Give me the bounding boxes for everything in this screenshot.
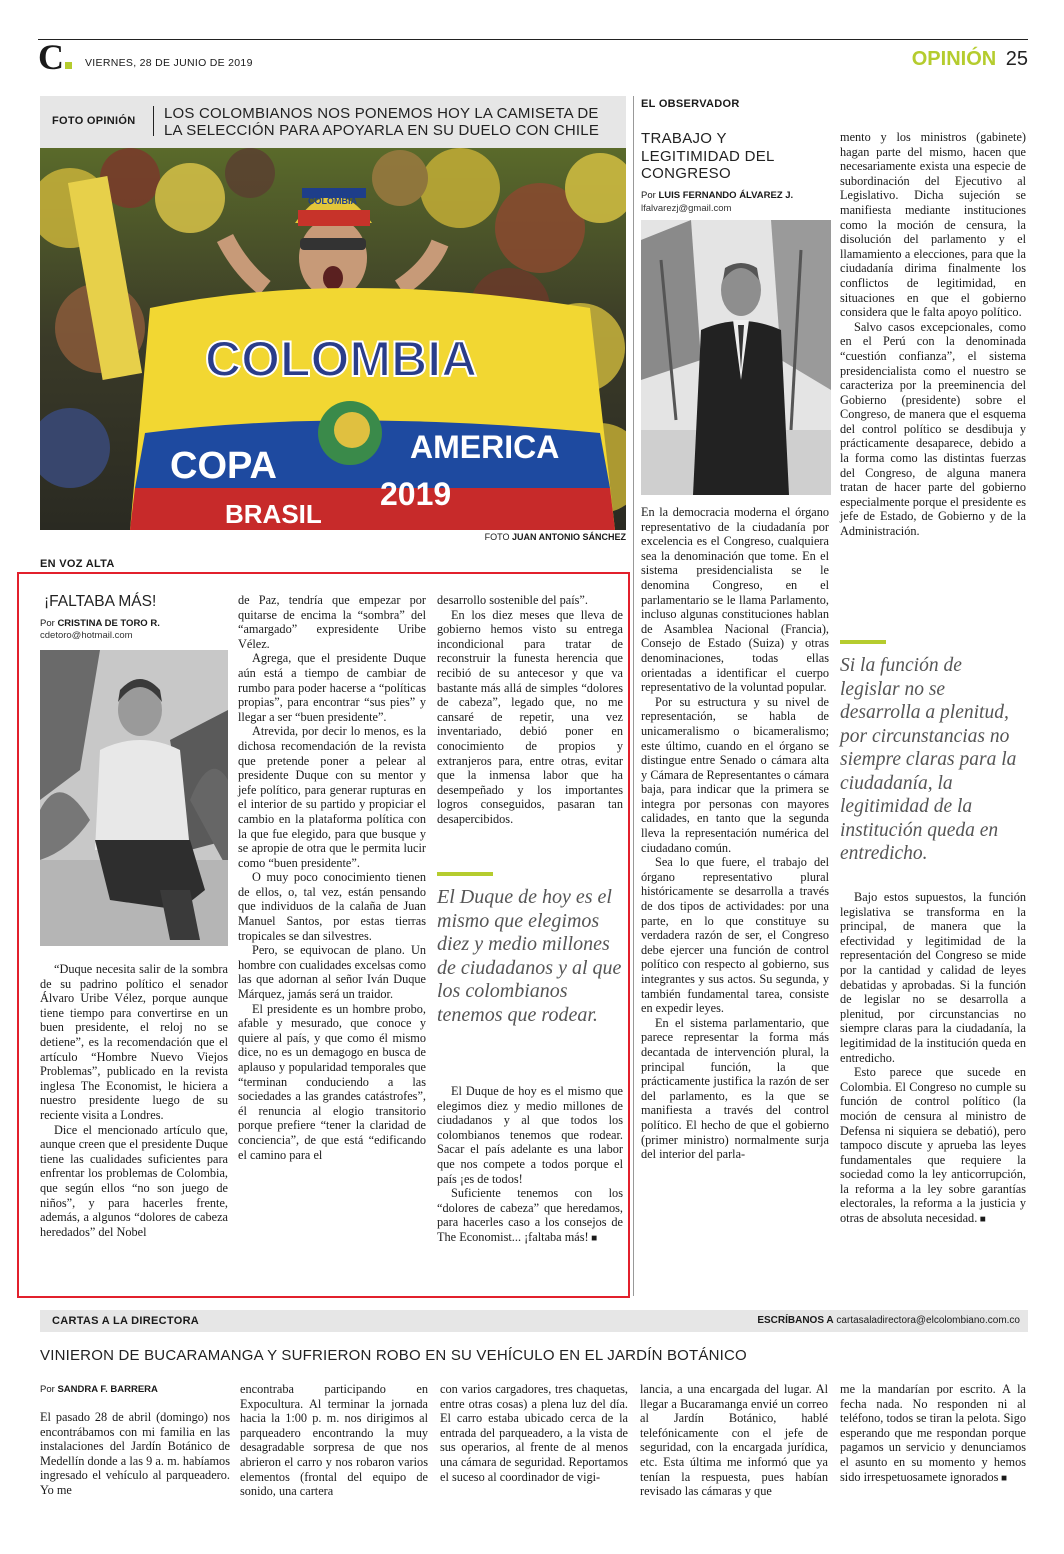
paragraph: En el sistema parlamentario, que parece representar la forma más decantada de intervención plural, la principal función, la que prácticamente justifica la razón de ser del parlamento, es la que se manifiesta a través del control político. El hecho de que el gobierno (primer ministro) normalmente surja del interior del parla- (641, 1015, 829, 1162)
author-email: cdetoro@hotmail.com (40, 630, 133, 641)
masthead (38, 37, 1028, 77)
paragraph: con varios cargadores, tres chaquetas, entre otras cosas) a plena luz del día. El carro estaba ubicado cerca de la entrada del parqueadero, a la vista de sus operarios, al frente de al menos una cámara de seguridad. Reportamos el suceso al coordinador de vigi- (440, 1382, 628, 1484)
foto-opinion-photo (40, 148, 626, 530)
paragraph: El pasado 28 de abril (domingo) nos encontrábamos con mi familia en las instalaciones del Jardín Botánico de Medellín donde a las 9 a. m. habíamos ingresado el vehículo al parqueadero. Yo me (40, 1410, 230, 1497)
svg-text:COLOMBIA: COLOMBIA (308, 196, 357, 206)
paragraph: El presidente es un hombre probo, afable y mesurado, que conoce y quiere al país, y que como él mismo dice, no es un demagogo en busca de aplauso y popularidad temporales que “terminan conduciendo a las sociedades a las grandes catástrofes”, él renuncia al elogio transitorio porque prefiere “tener la claridad de conciencia”, de que está “edificando el camino para el (238, 1001, 426, 1162)
cartas-headline: VINIERON DE BUCARAMANGA Y SUFRIERON ROBO EN SU VEHÍCULO EN EL JARDÍN BOTÁNICO (40, 1347, 747, 1364)
photo-credit: FOTO JUAN ANTONIO SÁNCHEZ (484, 532, 626, 542)
en-voz-alta-col3 (437, 593, 623, 827)
paragraph: encontraba participando en Expocultura. Al terminar la jornada hacia la 1:00 p. m. nos dirigimos al parqueadero encontrando la muy desagradable sorpresa de que nos abrieron el carro y nos robaron varios elementos (frontal del equipo de sonido, una cartera (240, 1382, 428, 1499)
en-voz-alta-col3-end (437, 1084, 623, 1247)
paragraph: Suficiente tenemos con los “dolores de cabeza” que heredamos, para hacerles caso a los consejos de The Economist... ¡faltaba más! ■ (437, 1186, 623, 1246)
observador-pullquote: Si la función de legislar no se desarrolla a plenitud, por circunstancias no siempre claras para la ciudadanía, la legitimidad de la institución queda en entredicho. (840, 655, 1017, 864)
paragraph: lancia, a una encargada del lugar. Al llegar a Bucaramanga envié un correo al Jardín Botánico, hablé telefónicamente con el jefe de seguridad, con la encargada jurídica, etc. Esta última me informó que ya tenían la respuesta, pues habían revisado las cámaras y que (640, 1382, 828, 1499)
cartas-byline: Por SANDRA F. BARRERA (40, 1384, 158, 1395)
top-rule (38, 39, 1028, 40)
observador-email: lfalvarezj@gmail.com (641, 203, 732, 214)
paragraph: Esto parece que sucede en Colombia. El Congreso no cumple su función de control político (la moción de censura al ministro de Defensa ni siquiera se debatió), pero tampoco discute y aprueba las leyes fundamentales que requiere la sociedad como la ley anticorrupción, la reforma a la ley sobre garantías electorales, la reforma a la justicia y otras de absoluta necesidad. ■ (840, 1065, 1026, 1228)
paragraph: En los diez meses que lleva de gobierno hemos visto su entrega incondicional para tratar de reconstruir la funesta herencia que recibió de su antecesor y que va bastante más allá de simples “dolores de cabeza”, legado que, no me cansaré de repetir, una vez inventariado, debió poner en conocimiento de propios y extranjeros para, entre otras, evitar que la inmensa labor que ha desempeñado y los importantes logros conseguidos, pasaran tan desapercibidos. (437, 607, 623, 826)
page-number: 25 (1005, 48, 1028, 70)
observador-col2-end (840, 890, 1026, 1228)
paragraph: Dice el mencionado artículo que, aunque creen que el presidente Duque tiene las cualidades suficientes para enfrentar los problemas de Colombia, que según ellos “no son juego de niños”, y para hacerles frente, además, a algunos “dolores de cabeza heredados” del Nobel (40, 1122, 228, 1239)
section-title: OPINIÓN (911, 48, 997, 70)
kicker-divider (153, 106, 154, 136)
paragraph: Por su estructura y su nivel de representación, se habla de unicameralismo o bicameralismo; este último, cuando en el órgano se distingue entre Senado o cámara alta y Cámara de Representantes o cámara baja, para indicar que la primera se integra por personas con mayores calidades, en tanto que la segunda lleva la representación numérica del ciudadano común. (641, 694, 829, 855)
paragraph: me la mandarían por escrito. A la fecha nada. No responden ni al teléfono, todos se tiran la pelota. Sigo esperando que me respondan porque pagamos un servicio y denunciamos el asunto en su momento y hemos sido irrespetuosamete ignorados ■ (840, 1382, 1026, 1486)
cartas-col4 (640, 1382, 828, 1499)
paragraph: mento y los ministros (gabinete) hagan parte del mismo, hacen que necesariamente exista una especie de subordinación del Ejecutivo al Legislativo. Dicha sujeción se manifiesta mediante instituciones como la moción de censura, la disolución del parlamento y el llamamiento a elecciones, para que la ciudadanía dirima finalmente los conflictos de legitimidad, en situaciones en que el gobierno considera que le falta apoyo político. (840, 130, 1026, 320)
logo: C (38, 40, 72, 74)
write-email-link[interactable]: cartasaladirectora@elcolombiano.com.co (836, 1315, 1020, 1326)
paragraph: Salvo casos excepcionales, como en el Perú con la denominada “cuestión confianza”, el sistema presidencialista como el nuestro se caracteriza por la preeminencia del Gobierno (presidente) sobre el Congreso, de manera que el esquema del control político se desdibuja y prácticamente desaparece, debido a la forma como las distintas fuerzas del Congreso, de alguna manera tratan de hacer parte del gobierno especialmente porque el presidente es jefe de Estado, de Gobierno y de la Administración. (840, 319, 1026, 539)
column-divider (633, 96, 634, 1296)
pullquote-rule (437, 872, 493, 876)
logo-dot (65, 62, 72, 69)
svg-text:COPA: COPA (170, 445, 277, 487)
en-voz-alta-col2 (238, 593, 426, 1162)
paragraph: Atrevida, por decir lo menos, es la dichosa recomendación de la revista que pretende poner a pelear al presidente Duque con su mentor y jefe político, para generar rupturas en el interior de su partido y propiciar el cambio en la plataforma política con la que fue elegido, para que busque y se apropie de otra que le permita lucir como “buen presidente”. (238, 724, 426, 870)
el-observador-label: EL OBSERVADOR (641, 98, 740, 110)
observador-col1 (641, 505, 829, 1162)
cartas-bar (40, 1310, 1028, 1332)
svg-text:2019: 2019 (380, 476, 452, 512)
svg-text:AMERICA: AMERICA (410, 429, 560, 465)
foto-opinion-header (40, 96, 626, 148)
paragraph: En la democracia moderna el órgano representativo de la ciudadanía por excelencia es el Congreso, cualquiera sea la denominación que tome. En el sistema presidencialista se le denomina Congreso, en el parlamentario se le llama Parlamento, incluso algunas constituciones hablan de Asamblea Nacional (Francia), Consejo de Estado (Suiza) y otras denominaciones, todas ellas orientadas a identificar el cuerpo representativo de la voluntad popular. (641, 505, 829, 695)
pullquote: El Duque de hoy es el mismo que elegimos diez y medio millones de ciudadanos y al que los colombianos tenemos que rodear. (437, 886, 622, 1026)
paragraph: “Duque necesita salir de la sombra de su padrino político el senador Álvaro Uribe Vélez, porque aunque tiene tiempo para convertirse en un buen presidente, el reloj no se detiene”, es la recomendación que el artículo “Hombre Nuevo Viejos Problemas”, publicado en la revista inglesa The Economist, le hiciera a nuestro presidente luego de su reciente visita a Londres. (40, 962, 228, 1122)
observador-pullquote-rule (840, 640, 886, 644)
cartas-col5 (840, 1382, 1026, 1486)
observador-col2 (840, 130, 1026, 539)
svg-text:BRASIL: BRASIL (225, 499, 322, 529)
fan-photo (40, 148, 626, 530)
en-voz-alta-col1 (40, 962, 228, 1239)
section-name (912, 48, 1028, 71)
paragraph: desarrollo sostenible del país”. (437, 593, 588, 607)
issue-date: VIERNES, 28 DE JUNIO DE 2019 (85, 57, 253, 69)
article-byline: Por CRISTINA DE TORO R. (40, 618, 160, 629)
cartas-col2 (240, 1382, 428, 1499)
paragraph: O muy poco conocimiento tienen de ellos, o, tal vez, están pensando que individuos de la calaña de Juan Manuel Santos, por estas tierras tropicales se dan silvestres. (238, 870, 426, 943)
paragraph: El Duque de hoy es el mismo que elegimos diez y medio millones de ciudadanos y al que todos los colombianos tenemos que rodear. Sacar el país adelante es una labor que nos compete a todos porque el país ¡es de todos! (437, 1084, 623, 1186)
en-voz-alta-label: EN VOZ ALTA (40, 558, 115, 570)
paragraph: Agrega, que el presidente Duque aún está a tiempo de cambiar de rumbo para poder hacerse a “políticas propias”, para encontrar “sus pies” y llegar a ser “buen presidente”. (238, 651, 426, 724)
cartas-label: CARTAS A LA DIRECTORA (52, 1315, 200, 1327)
paragraph: Bajo estos supuestos, la función legislativa se transforma en la principal, de manera que la efectividad y legitimidad de la representación del Congreso se mide por la cantidad y calidad de leyes debatidas y aprobadas. Si la función de legislar no se desarrolla a plenitud, por circunstancias no siempre claras para la ciudadanía, la legitimidad de la institución queda en entredicho. (840, 890, 1026, 1065)
observador-byline: Por LUIS FERNANDO ÁLVAREZ J. (641, 190, 794, 201)
cartas-col3 (440, 1382, 628, 1484)
paragraph: Sea lo que fuere, el trabajo del órgano representativo plural históricamente se desarrolla a través de dos tipos de actividades: por una parte, en lo que constituye su verdadera razón de ser, el Congreso debe ejercer una función de control político con respecto al gobierno, sus integrantes y sus actos. Su segunda, y también fundamental tarea, consiste en expedir leyes. (641, 855, 829, 1016)
observador-title: TRABAJO Y LEGITIMIDAD DEL CONGRESO (641, 130, 775, 182)
foto-opinion-headline: LOS COLOMBIANOS NOS PONEMOS HOY LA CAMISETA DE LA SELECCIÓN PARA APOYARLA EN SU DUELO CON CHILE (164, 105, 600, 139)
paragraph: Pero, se equivocan de plano. Un hombre con cualidades excelsas como las que adornan al señor Iván Duque Márquez, jamás será un traidor. (238, 943, 426, 1002)
cartas-col1 (40, 1410, 230, 1498)
author-photo (40, 650, 228, 946)
observador-portrait (641, 220, 831, 495)
svg-text:COLOMBIA: COLOMBIA (205, 331, 478, 387)
foto-opinion-kicker: FOTO OPINIÓN (52, 115, 136, 127)
paragraph: de Paz, tendría que empezar por quitarse de encima la “sombra” del “amargado” expresidente Uribe Vélez. (238, 593, 426, 651)
author-portrait (40, 650, 228, 946)
article-title: ¡FALTABA MÁS! (44, 593, 157, 610)
observador-author-photo (641, 220, 831, 495)
write-us: ESCRÍBANOS A cartasaladirectora@elcolombiano.com.co (757, 1315, 1020, 1326)
